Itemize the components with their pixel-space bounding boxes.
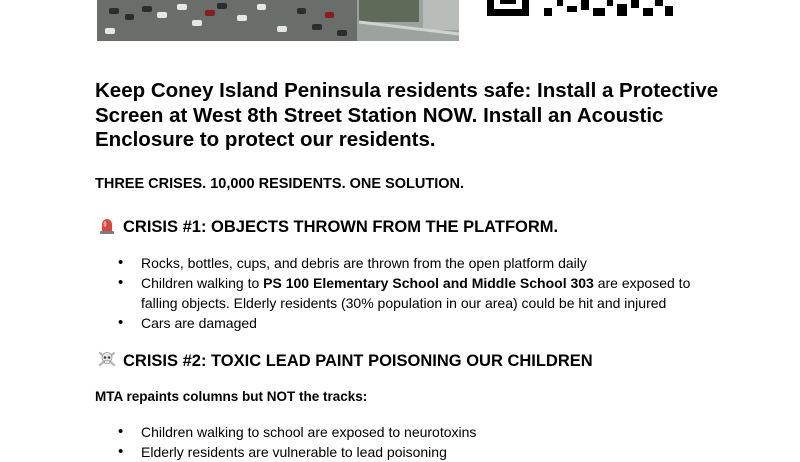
crisis-1-bullet-list [113, 253, 723, 333]
crisis-1-heading [97, 215, 558, 240]
crisis-2-bullet-list [113, 422, 723, 462]
list-item [113, 253, 723, 273]
bullet-text: Cars are damaged [141, 315, 257, 331]
crisis-1-title: CRISIS #1: OBJECTS THROWN FROM THE PLATFORM. [123, 218, 559, 236]
list-item [113, 422, 723, 442]
bullet-text: Rocks, bottles, cups, and debris are thrown from the open platform daily [141, 255, 587, 271]
list-item [113, 442, 723, 462]
school-names-bold: PS 100 Elementary School and Middle School 303 [263, 275, 594, 291]
bullet-text: Children walking to [141, 275, 264, 291]
aerial-parking-lot-photo [97, 0, 459, 41]
crisis-2-heading [97, 349, 593, 374]
mta-note: MTA repaints columns but NOT the tracks: [95, 389, 368, 404]
flyer-subhead: THREE CRISES. 10,000 RESIDENTS. ONE SOLUTION. [95, 176, 465, 192]
flyer-headline: Keep Coney Island Peninsula residents safe: Install a Protective Screen at West 8th Street Station NOW. Install an Acoustic Enclosure to protect our residents. [95, 79, 719, 151]
list-item [113, 273, 723, 313]
crisis-2-title: CRISIS #2: TOXIC LEAD PAINT POISONING OUR CHILDREN [123, 352, 593, 370]
list-item [113, 313, 723, 333]
bullet-text: Elderly residents are vulnerable to lead poisoning [141, 444, 447, 460]
bullet-text: are exposed to falling objects. Elderly residents (30% population in our area) could be hit and injured [141, 275, 691, 311]
bullet-text: Children walking to school are exposed to neurotoxins [141, 424, 477, 440]
skull-crossbones-icon [97, 349, 117, 374]
siren-icon [97, 215, 117, 240]
qr-code[interactable] [487, 0, 673, 16]
